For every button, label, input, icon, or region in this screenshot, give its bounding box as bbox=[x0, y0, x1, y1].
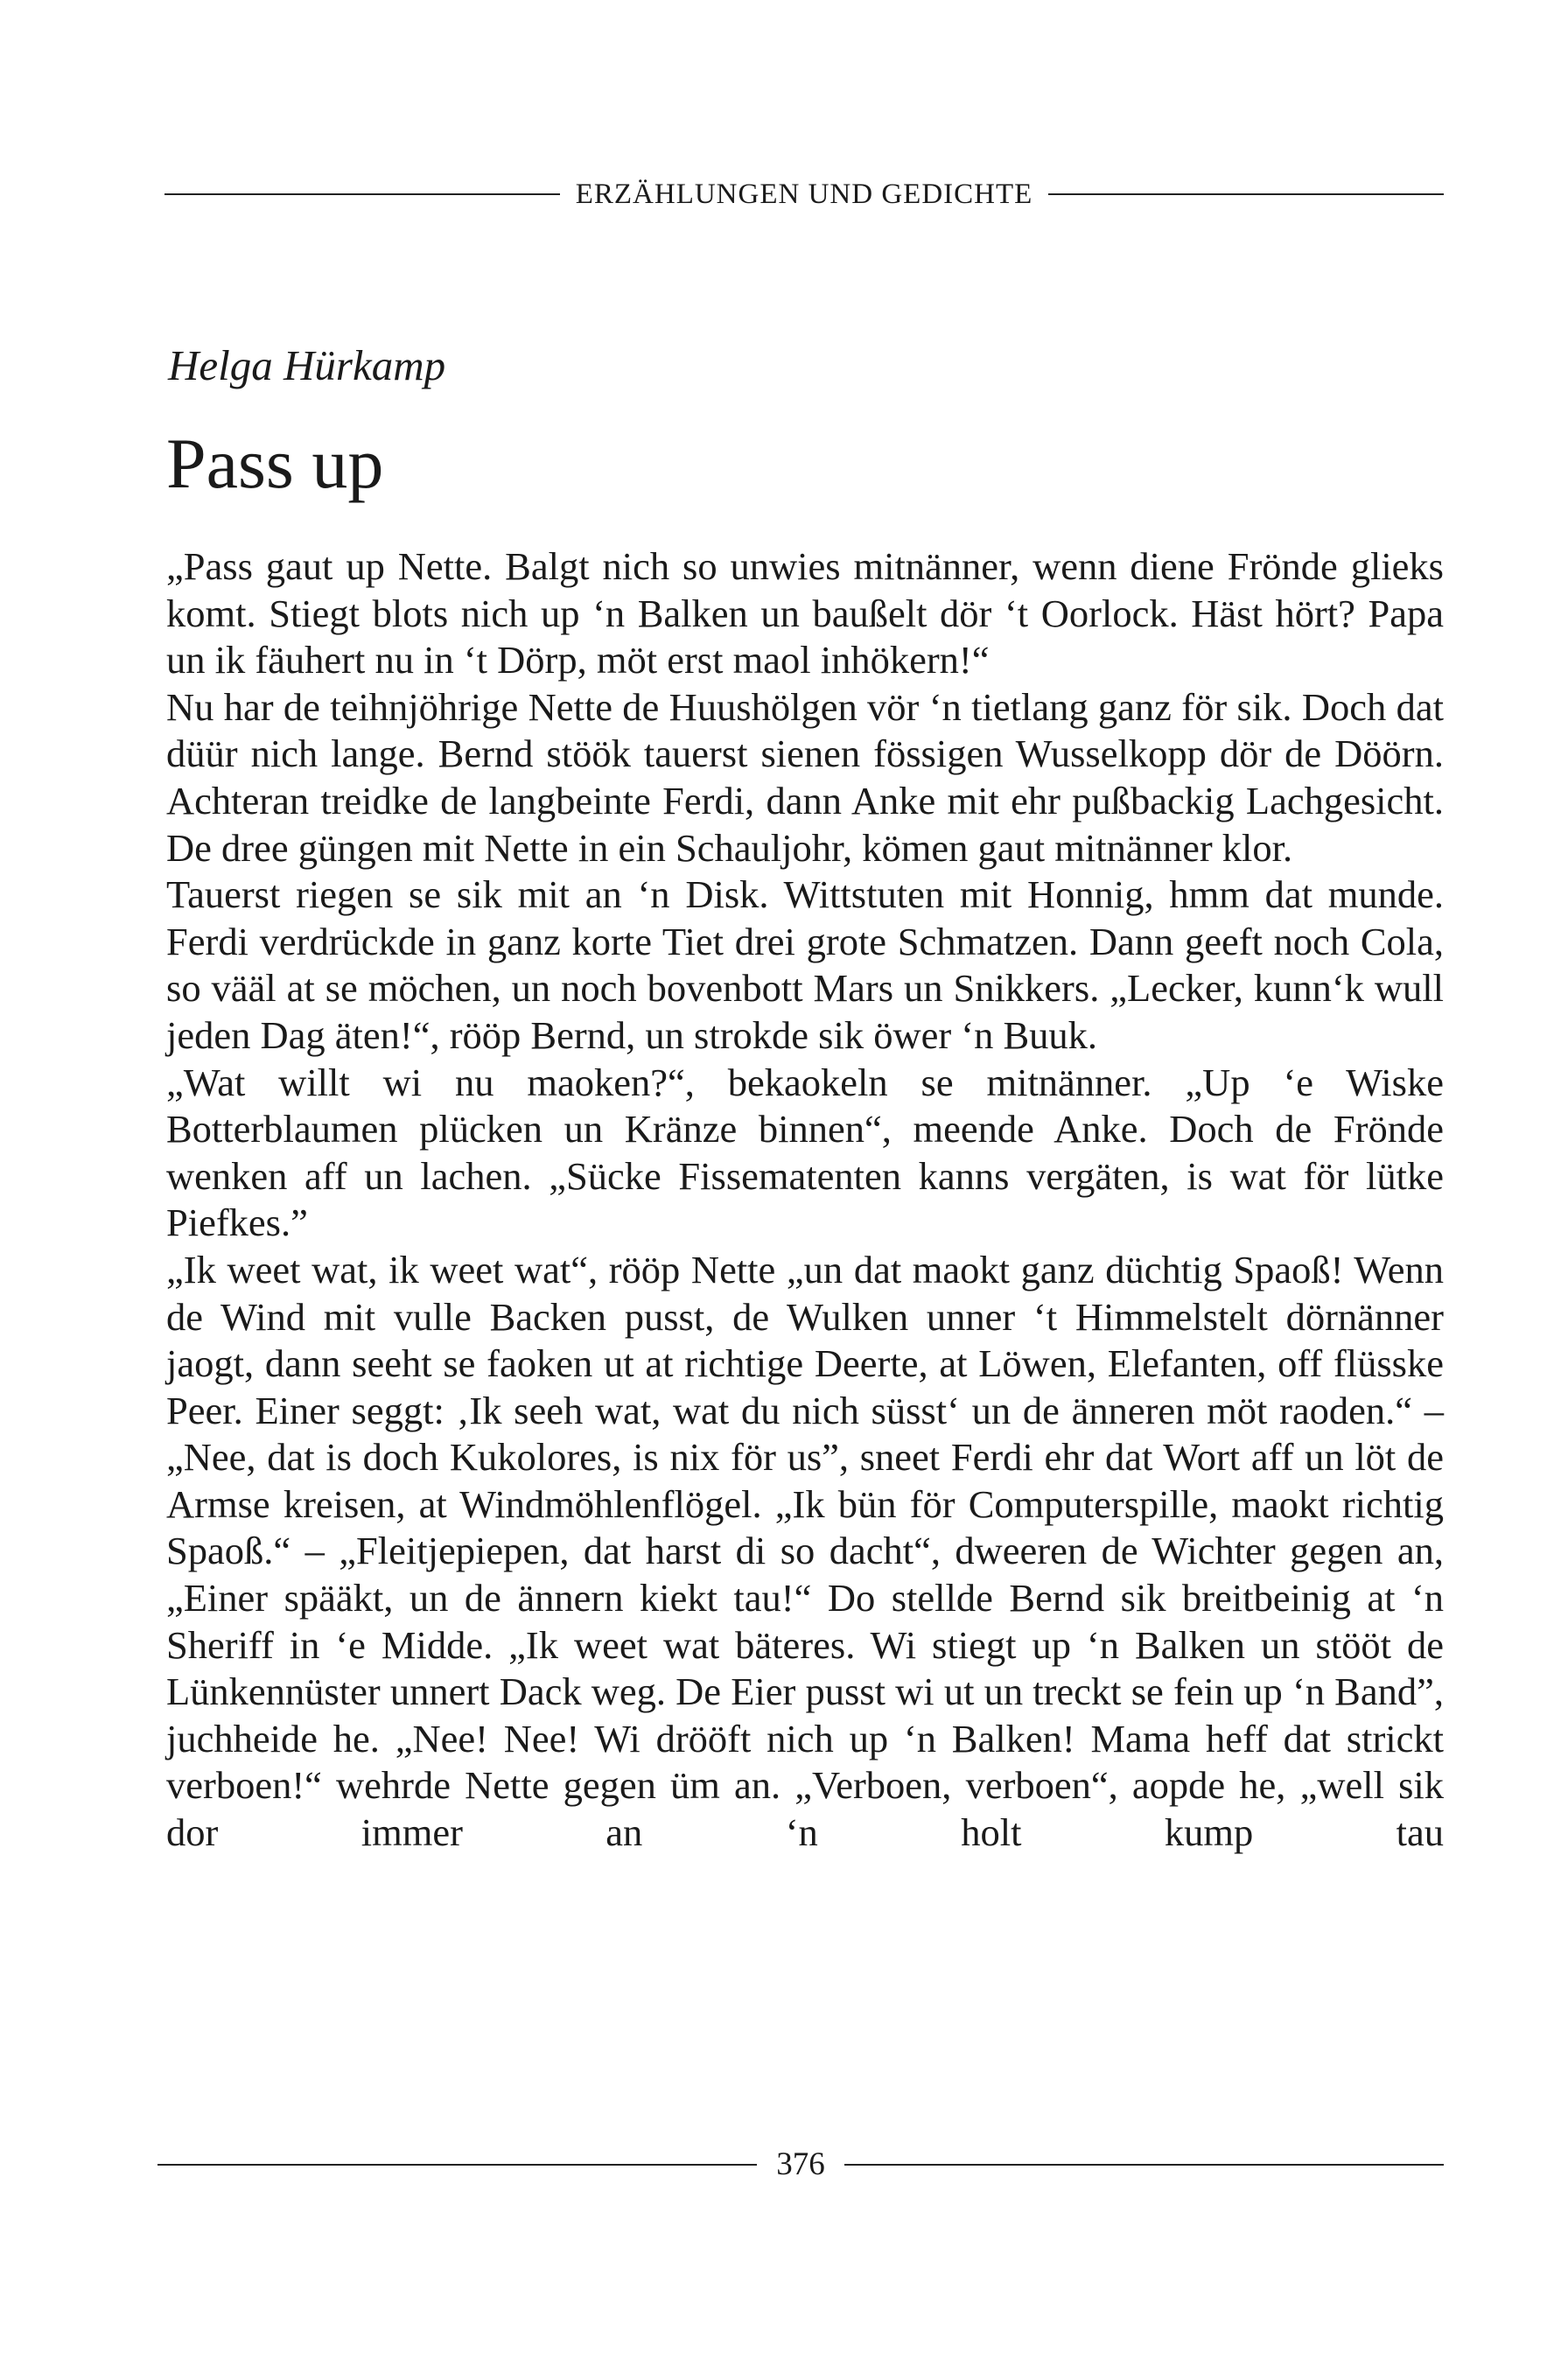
paragraph: Tauerst riegen se sik mit an ‘n Disk. Wittstuten mit Honnig, hmm dat munde. Ferdi verdrückde in ganz korte Tiet drei grote Schmatzen. Dann geeft noch Cola, so vääl at se möchen, un noch bovenbott Mars un Snikkers. „Lecker, kunn‘k wull jeden Dag äten!“, rööp Bernd, un strokde sik öwer ‘n Buuk. bbox=[166, 872, 1444, 1057]
story-body bbox=[166, 543, 1444, 1857]
footer-rule-left bbox=[158, 2164, 757, 2166]
footer-rule-right bbox=[844, 2164, 1444, 2166]
running-head-rule-right bbox=[1048, 193, 1444, 195]
paragraph: Nu har de teihnjöhrige Nette de Huushölgen vör ‘n tietlang ganz för sik. Doch dat düür nich lange. Bernd stöök tauerst sienen fössigen Wusselkopp dör de Döörn. Achteran treidke de langbeinte Ferdi, dann Anke mit ehr pußbackig Lachgesicht. De dree güngen mit Nette in ein Schauljohr, kömen gaut mitnänner klor. bbox=[166, 684, 1444, 870]
page-number: 376 bbox=[776, 2146, 825, 2182]
paragraph: „Wat willt wi nu maoken?“, bekaokeln se mitnänner. „Up ‘e Wiske Botterblaumen plücken un Kränze binnen“, meende Anke. Doch de Frönde wenken aff un lachen. „Sücke Fissematenten kanns vergäten, is wat för lütke Piefkes.” bbox=[166, 1060, 1444, 1245]
author-name: Helga Hürkamp bbox=[168, 341, 446, 389]
page-footer bbox=[158, 2146, 1444, 2184]
running-head-text: ERZÄHLUNGEN UND GEDICHTE bbox=[575, 178, 1033, 210]
running-head-rule-left bbox=[164, 193, 560, 195]
story-title: Pass up bbox=[166, 424, 384, 503]
running-head bbox=[164, 177, 1444, 212]
paragraph: „Ik weet wat, ik weet wat“, rööp Nette „un dat maokt ganz düchtig Spaoß! Wenn de Wind mit vulle Backen pusst, de Wulken unner ‘t Himmelstelt dörnänner jaogt, dann seeht se faoken ut at richtige Deerte, at Löwen, Elefanten, off flüsske Peer. Einer seggt: ‚Ik seeh wat, wat du nich süsst‘ un de änneren möt raoden.“ – „Nee, dat is doch Kukolores, is nix för us”, sneet Ferdi ehr dat Wort aff un löt de Armse kreisen, at Windmöhlenflögel. „Ik bün för Computerspille, maokt richtig Spaoß.“ – „Fleitjepiepen, dat harst di so dacht“, dweeren de Wichter gegen an, „Einer spääkt, un de ännern kiekt tau!“ Do stellde Bernd sik breitbeinig at ‘n Sheriff in ‘e Midde. „Ik weet wat bäteres. Wi stiegt up ‘n Balken un stööt de Lünkennüster unnert Dack weg. De Eier pusst wi ut un treckt se fein up ‘n Band”, juchheide he. „Nee! Nee! Wi drööft nich up ‘n Balken! Mama heff dat strickt verboen!“ wehrde Nette gegen üm an. „Verboen, verboen“, aopde he, „well sik dor immer an ‘n holt kump tau bbox=[166, 1247, 1444, 1855]
paragraph: „Pass gaut up Nette. Balgt nich so unwies mitnänner, wenn diene Frönde glieks komt. Stiegt blots nich up ‘n Balken un baußelt dör ‘t Oorlock. Häst hört? Papa un ik fäuhert nu in ‘t Dörp, möt erst maol inhökern!“ bbox=[166, 544, 1444, 682]
